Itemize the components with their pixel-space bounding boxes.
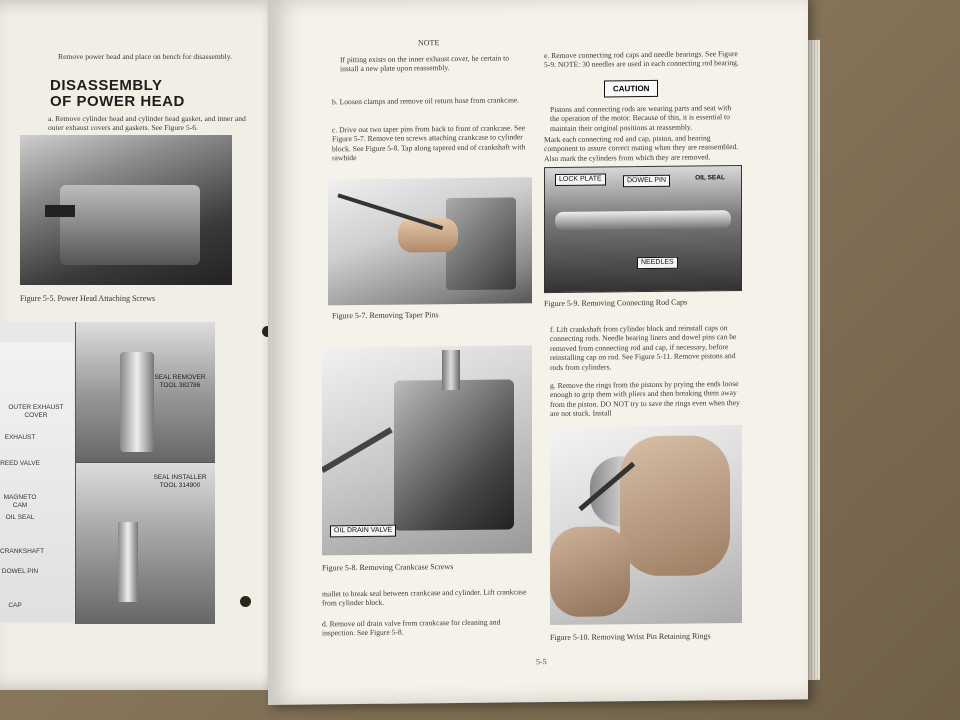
exhaust-label: EXHAUST [4, 434, 36, 441]
note-heading: NOTE [418, 38, 440, 48]
cap-label: CAP [8, 602, 22, 609]
oil-seal-label-right: OIL SEAL [695, 174, 725, 182]
oil-drain-valve-label: OIL DRAIN VALVE [330, 525, 396, 538]
step-b-text: b. Loosen clamps and remove oil return hose from crankcase. [332, 95, 520, 107]
step-c-continued-text: mallet to break seal between crankcase and cylinder. Lift crankcase from cylinder block. [322, 587, 527, 608]
lock-plate-label: LOCK PLATE [555, 173, 606, 186]
note-text: If pitting exists on the inner exhaust cover, be certain to install a new plate upon reassembly. [340, 53, 510, 74]
caution-box: CAUTION [604, 80, 658, 98]
figure-5-7-caption: Figure 5-7. Removing Taper Pins [332, 310, 439, 321]
dowel-pin-label-left: DOWEL PIN [1, 568, 39, 575]
figure-5-8-photo [322, 345, 532, 555]
mark-components-text: Mark each connecting rod and cap, piston, and bearing component to assure correct mating when they are reassembled. Also mark the cylinders from which they are removed. [544, 133, 739, 163]
oil-seal-label: OIL SEAL [5, 514, 35, 521]
figure-5-7-photo [328, 177, 532, 305]
needles-label: NEEDLES [637, 257, 678, 269]
magneto-cam-label: MAGNETO CAM [3, 494, 37, 509]
figure-5-10-caption: Figure 5-10. Removing Wrist Pin Retaining Rings [550, 631, 711, 643]
figure-5-9-caption: Figure 5-9. Removing Connecting Rod Caps [544, 297, 688, 309]
figure-5-6-photo [0, 322, 215, 624]
figure-5-5-photo [20, 135, 232, 285]
step-a-text: a. Remove cylinder head and cylinder head gasket, and inner and outer exhaust covers and gaskets. See Figure 5-6. [48, 114, 246, 133]
step-g-text: g. Remove the rings from the pistons by prying the ends loose enough to grip them with pliers and then breaking them away from the piston. DO NOT try to save the rings even when they are not stuck. Install [550, 379, 740, 419]
reed-valve-label: REED VALVE [0, 460, 40, 467]
dowel-pin-label: DOWEL PIN [623, 175, 670, 187]
binder-hole [240, 596, 251, 607]
crankshaft-label: CRANKSHAFT [0, 548, 45, 555]
caution-text: Pistons and connecting rods are wearing parts and seat with the operation of the motor. Because of this, it is essential to maintain their original positions at reassembly. [550, 103, 732, 133]
outer-exhaust-cover-label: OUTER EXHAUST COVER [8, 404, 64, 419]
step-d-text: d. Remove oil drain valve from crankcase for cleaning and inspection. See Figure 5-8. [322, 617, 501, 638]
step-c-text: c. Drive out two taper pins from back to front of crankcase. See Figure 5-7. Remove ten screws attaching crankcase to cylinder block. See Figure 5-8. Tap along tapered end of crankshaft with rawhide [332, 123, 526, 163]
right-page [268, 0, 808, 705]
step-f-text: f. Lift crankshaft from cylinder block and reinstall caps on connecting rods. Needle bearing liners and dowel pins can be removed from connecting rod and cap, if necessary, before reinstalling cap on rod. See Figure 5-11. Remove pistons and rods from cylinders. [550, 323, 737, 372]
figure-5-10-photo [550, 425, 742, 625]
figure-5-8-caption: Figure 5-8. Removing Crankcase Screws [322, 562, 454, 573]
left-top-text: Remove power head and place on bench for disassembly. [58, 52, 232, 61]
page-number: 5-5 [536, 657, 547, 667]
left-page [0, 0, 300, 690]
figure-5-5-caption: Figure 5-5. Power Head Attaching Screws [20, 294, 156, 303]
section-heading-line1: DISASSEMBLY [50, 77, 163, 94]
figure-5-9-photo [544, 165, 742, 293]
step-e-text: e. Remove connecting rod caps and needle bearings. See Figure 5-9. NOTE: 30 needles are used in each connecting rod bearing. [544, 49, 739, 70]
seal-remover-tool-label: SEAL REMOVER TOOL 382786 [154, 374, 206, 389]
section-heading-line2: OF POWER HEAD [50, 93, 185, 110]
seal-installer-tool-label: SEAL INSTALLER TOOL 314900 [153, 474, 207, 489]
